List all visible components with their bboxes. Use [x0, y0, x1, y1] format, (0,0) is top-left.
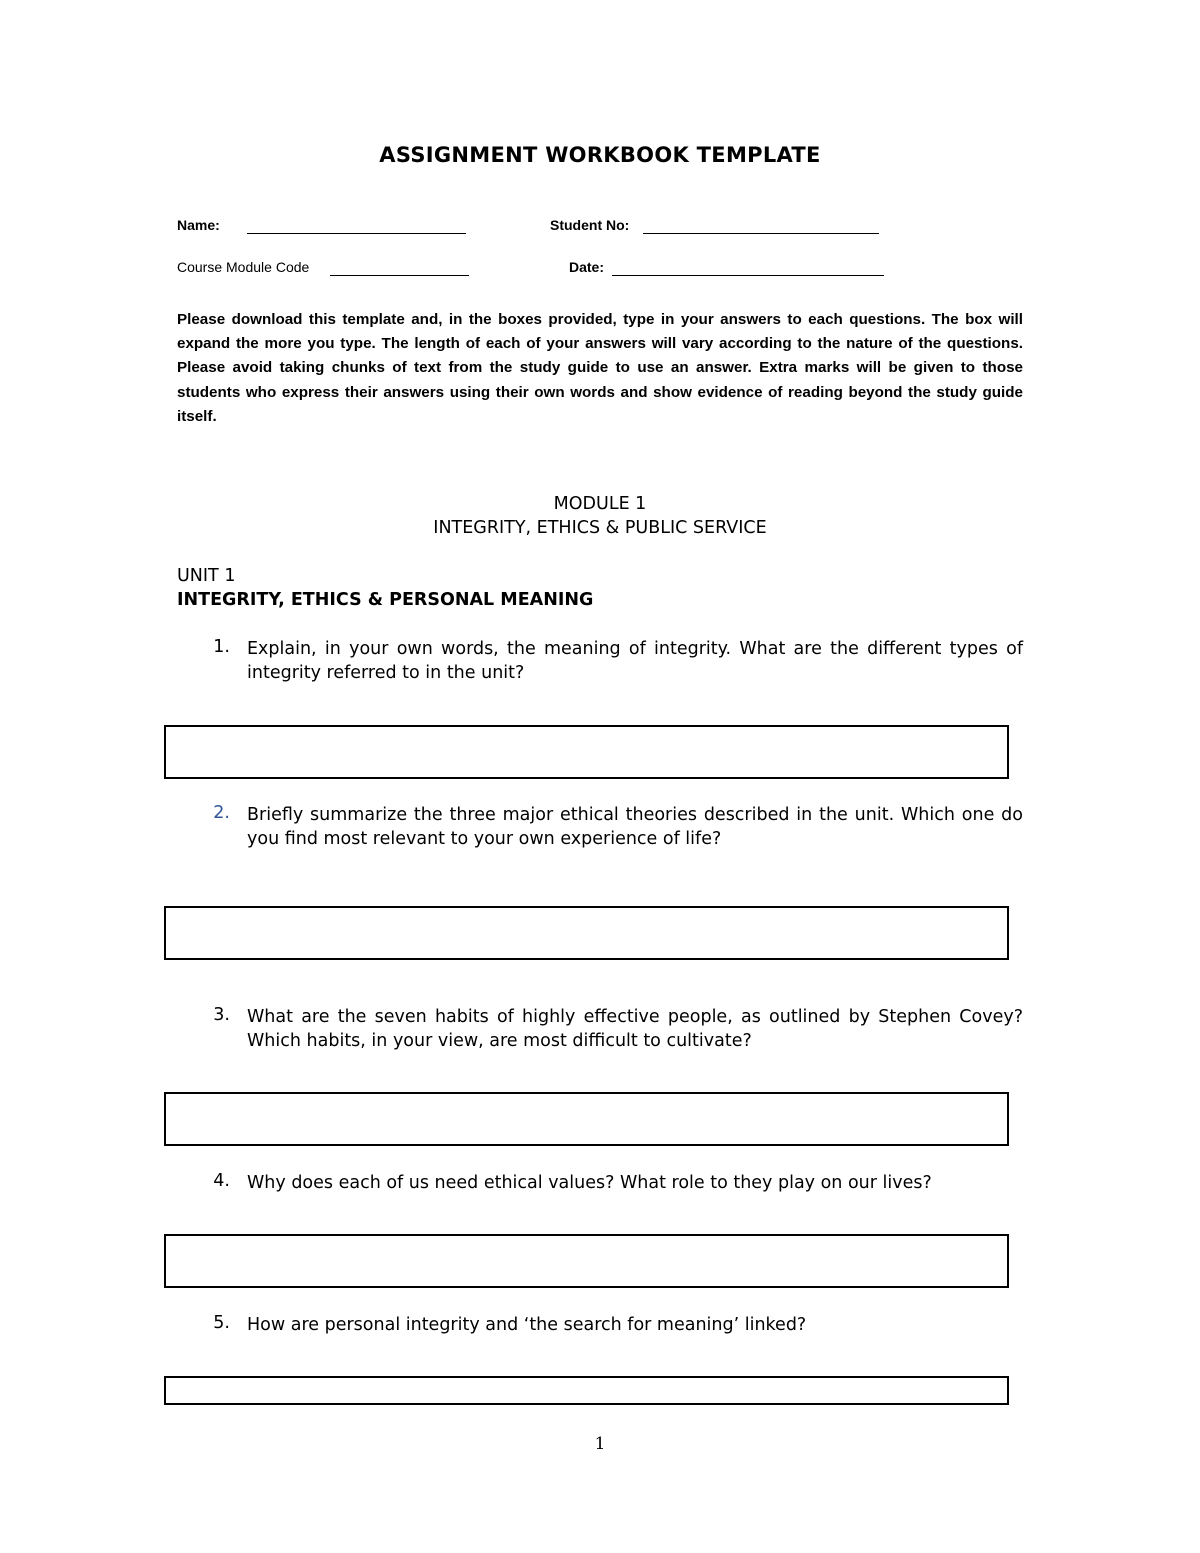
date-label: Date: [569, 259, 605, 275]
name-field[interactable] [247, 233, 466, 234]
unit-label: UNIT 1 [177, 566, 236, 586]
instructions-paragraph: Please download this template and, in the boxes provided, type in your answers to each questions. The box will expand the more you type. The length of each of your answers will vary according to the nature of the questions. Please avoid taking chunks of text from the study guide to use an answer. Extra marks will be given to those students who express their answers using their own words and show evidence of reading beyond the study guide itself. [177, 311, 1023, 425]
question-1-text: Explain, in your own words, the meaning of integrity. What are the different types of integrity referred to in the unit? [247, 639, 1023, 683]
answer-box-3[interactable] [164, 1092, 1009, 1146]
answer-box-4[interactable] [164, 1234, 1009, 1288]
module-title: INTEGRITY, ETHICS & PUBLIC SERVICE [433, 518, 767, 538]
question-1-number: 1. [213, 637, 230, 657]
question-3-text: What are the seven habits of highly effective people, as outlined by Stephen Covey? Which habits, in your view, are most difficult to cultivate? [247, 1007, 1023, 1051]
unit-title: INTEGRITY, ETHICS & PERSONAL MEANING [177, 590, 594, 610]
module-label: MODULE 1 [553, 494, 647, 514]
course-module-code-label: Course Module Code [177, 259, 310, 275]
question-2-text: Briefly summarize the three major ethical theories described in the unit. Which one do you find most relevant to your own experience of life? [247, 805, 1023, 849]
document-title: ASSIGNMENT WORKBOOK TEMPLATE [379, 143, 821, 167]
question-2-number: 2. [213, 803, 230, 823]
question-4-number: 4. [213, 1171, 230, 1191]
name-label: Name: [177, 217, 220, 233]
answer-box-2[interactable] [164, 906, 1009, 960]
answer-box-5[interactable] [164, 1376, 1009, 1405]
question-3-number: 3. [213, 1005, 230, 1025]
question-5-text: How are personal integrity and ‘the search for meaning’ linked? [247, 1315, 807, 1335]
student-no-field[interactable] [643, 233, 879, 234]
answer-box-1[interactable] [164, 725, 1009, 779]
page-number: 1 [594, 1434, 606, 1454]
date-field[interactable] [612, 275, 884, 276]
question-4-text: Why does each of us need ethical values? What role to they play on our lives? [247, 1173, 932, 1193]
course-module-code-field[interactable] [330, 275, 469, 276]
student-no-label: Student No: [550, 217, 630, 233]
question-5-number: 5. [213, 1313, 230, 1333]
